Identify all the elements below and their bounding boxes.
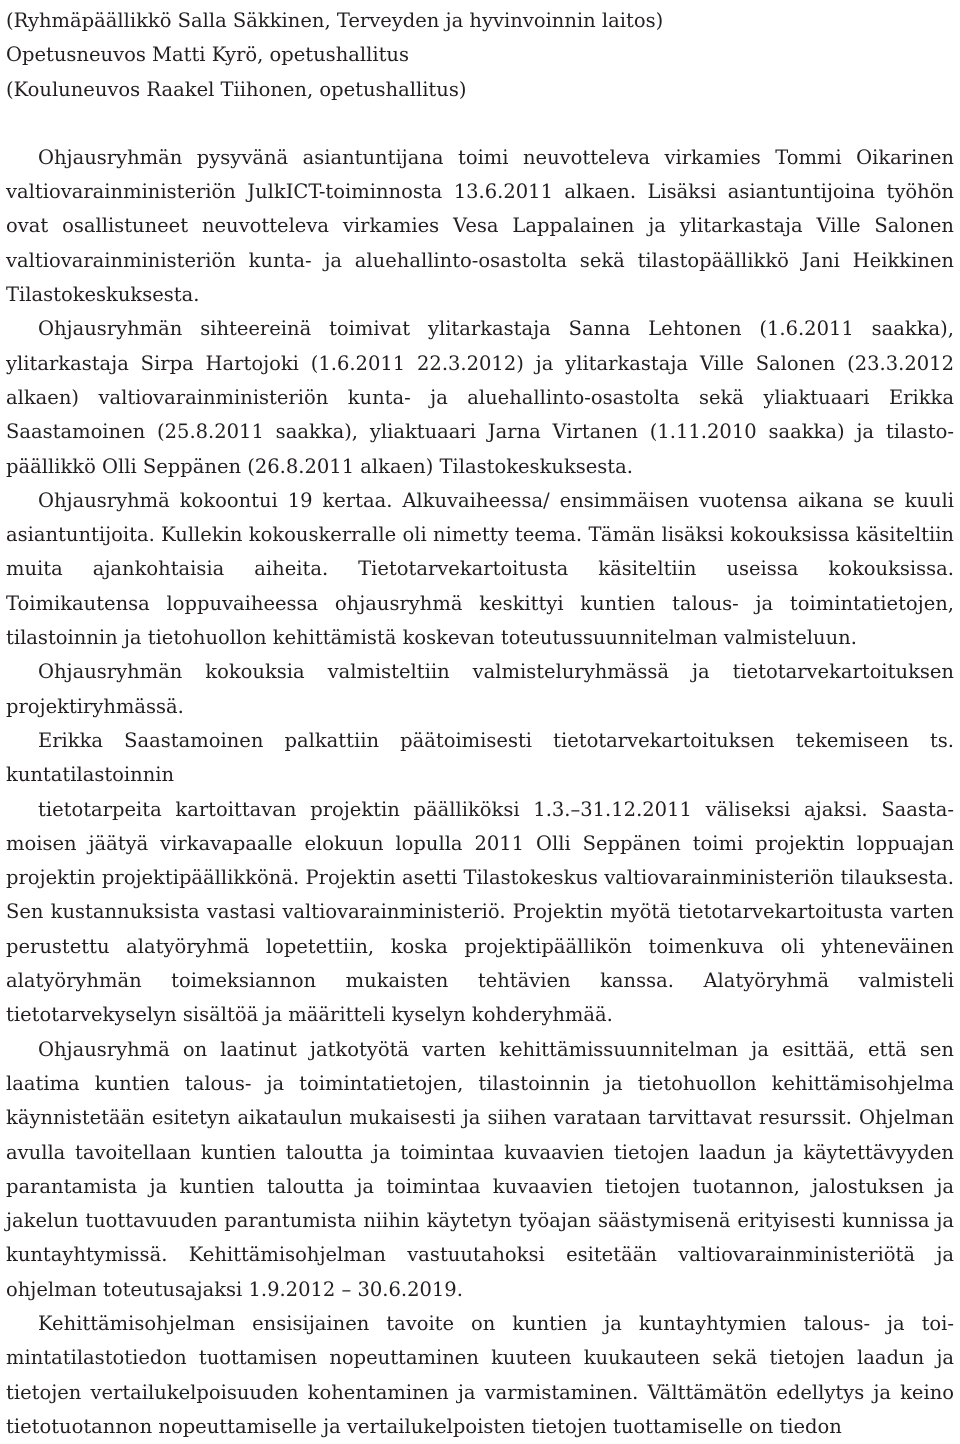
member-line: Opetusneuvos Matti Kyrö, opetushallitus: [6, 43, 409, 67]
member-line: (Ryhmäpäällikkö Salla Säkkinen, Terveyden ja hyvinvoinnin laitos): [6, 9, 664, 32]
paragraph-experts: Ohjausryhmän pysyvänä asiantuntijana toimi neuvotteleva virkamies Tommi Oikarinen valtiovarainministeriön JulkICT-toiminnosta 13.6.2011 alkaen. Lisäksi asiantuntijoina työhön ovat osallistuneet neuvotteleva virkamies Vesa Lappalainen ja ylitarkastaja Ville Salonen valtiovarainministeriön kunta- ja aluehallinto-osastolta sekä tilastopäällikkö Jani Heikkinen Tilastokeskuksesta.: [6, 145, 954, 307]
blank-line: [6, 107, 954, 141]
member-list: [6, 4, 954, 107]
member-line: (Kouluneuvos Raakel Tiihonen, opetushallitus): [6, 77, 467, 101]
paragraph-secretaries: Ohjausryhmän sihteereinä toimivat ylitarkastaja Sanna Lehtonen (1.6.2011 saakka), ylitarkastaja Sirpa Hartojoki (1.6.2011 22.3.2012) ja ylitarkastaja Ville Salonen (23.3.2012 alkaen) valtiovarainministeriön kunta- ja aluehallinto-osastolta sekä yliaktuaari Erikka Saastamoinen (25.8.2011 saakka), yliaktuaari Jarna Virtanen (1.11.2010 saakka) ja tilastopäällikkö Olli Seppänen (26.8.2011 alkaen) Tilastokeskuksesta.: [6, 317, 954, 478]
paragraph-primary-goal: Kehittämisohjelman ensisijainen tavoite on kuntien ja kuntayhtymien talous- ja toimintatilastotiedon tuottamisen nopeuttaminen kuuteen kuukauteen sekä tietojen laadun ja tietojen vertailukelpoisuuden kohentaminen ja varmistaminen. Välttämätön edellytys ja keino tietotuotannon nopeuttamiselle ja vertailukelpoisten tietojen tuottamiselle on tiedon: [6, 1311, 954, 1438]
paragraph-preparation: Ohjausryhmän kokouksia valmisteltiin valmisteluryhmässä ja tietotarvekartoituksen projektiryhmässä.: [6, 660, 954, 718]
paragraph-meetings: Ohjausryhmä kokoontui 19 kertaa. Alkuvaiheessa/ ensimmäisen vuotensa aikana se kuuli asiantuntijoita. Kullekin kokouskerralle oli nimetty teema. Tämän lisäksi kokouksissa käsiteltiin muita ajankohtaisia aiheita. Tietotarvekartoitusta käsiteltiin useissa kokouksissa. Toimikautensa loppuvaiheessa ohjausryhmä keskittyi kuntien talous- ja toimintatietojen, tilastoinnin ja tietohuollon kehittämistä koskevan toteutussuunnitelman valmisteluun.: [6, 488, 954, 650]
paragraph-project-manager: Erikka Saastamoinen palkattiin päätoimisesti tietotarvekartoituksen tekemiseen ts. kuntatilastoinnin: [6, 728, 954, 787]
paragraph-development-plan: Ohjausryhmä on laatinut jatkotyötä varten kehittämissuunnitelman ja esittää, että sen laatima kuntien talous- ja toimintatietojen, tilastoinnin ja tietohuollon kehittämisohjelma käynnistetään esitetyn aikataulun mukaisesti ja siihen varataan tarvittavat resurssit. Ohjelman avulla tavoitellaan kuntien taloutta ja toimintaa kuvaavien tietojen laadun ja käytettävyyden parantamista ja kuntien taloutta ja toimintaa kuvaavien tietojen tuotannon, jalostuksen ja jakelun tuottavuuden parantumista niihin käytetyn työajan säästymisenä erityisesti kunnissa ja kuntayhtymissä. Kehittämisohjelman vastuutahoksi esitetään valtiovarainministeriötä ja ohjelman toteutusajaksi 1.9.2012 – 30.6.2019.: [6, 1037, 954, 1301]
paragraph-project-manager-continued: tietotarpeita kartoittavan projektin päälliköksi 1.3.–31.12.2011 väliseksi ajaksi. Saastamoisen jäätyä virkavapaalle elokuun lopulla 2011 Olli Seppänen toimi projektin loppuajan projektin projektipäällikkönä. Projektin asetti Tilastokeskus valtiovarainministeriön tilauksesta. Sen kustannuksista vastasi valtiovarainministeriö. Projektin myötä tietotarvekartoitusta varten perustettu alatyöryhmä lopetettiin, koska projektipäällikön toimenkuva oli yhteneväinen alatyöryhmän toimeksiannon mukaisten tehtävien kanssa. Alatyöryhmä valmisteli tietotarvekyselyn sisältöä ja määritteli kyselyn kohderyhmää.: [6, 797, 954, 1027]
